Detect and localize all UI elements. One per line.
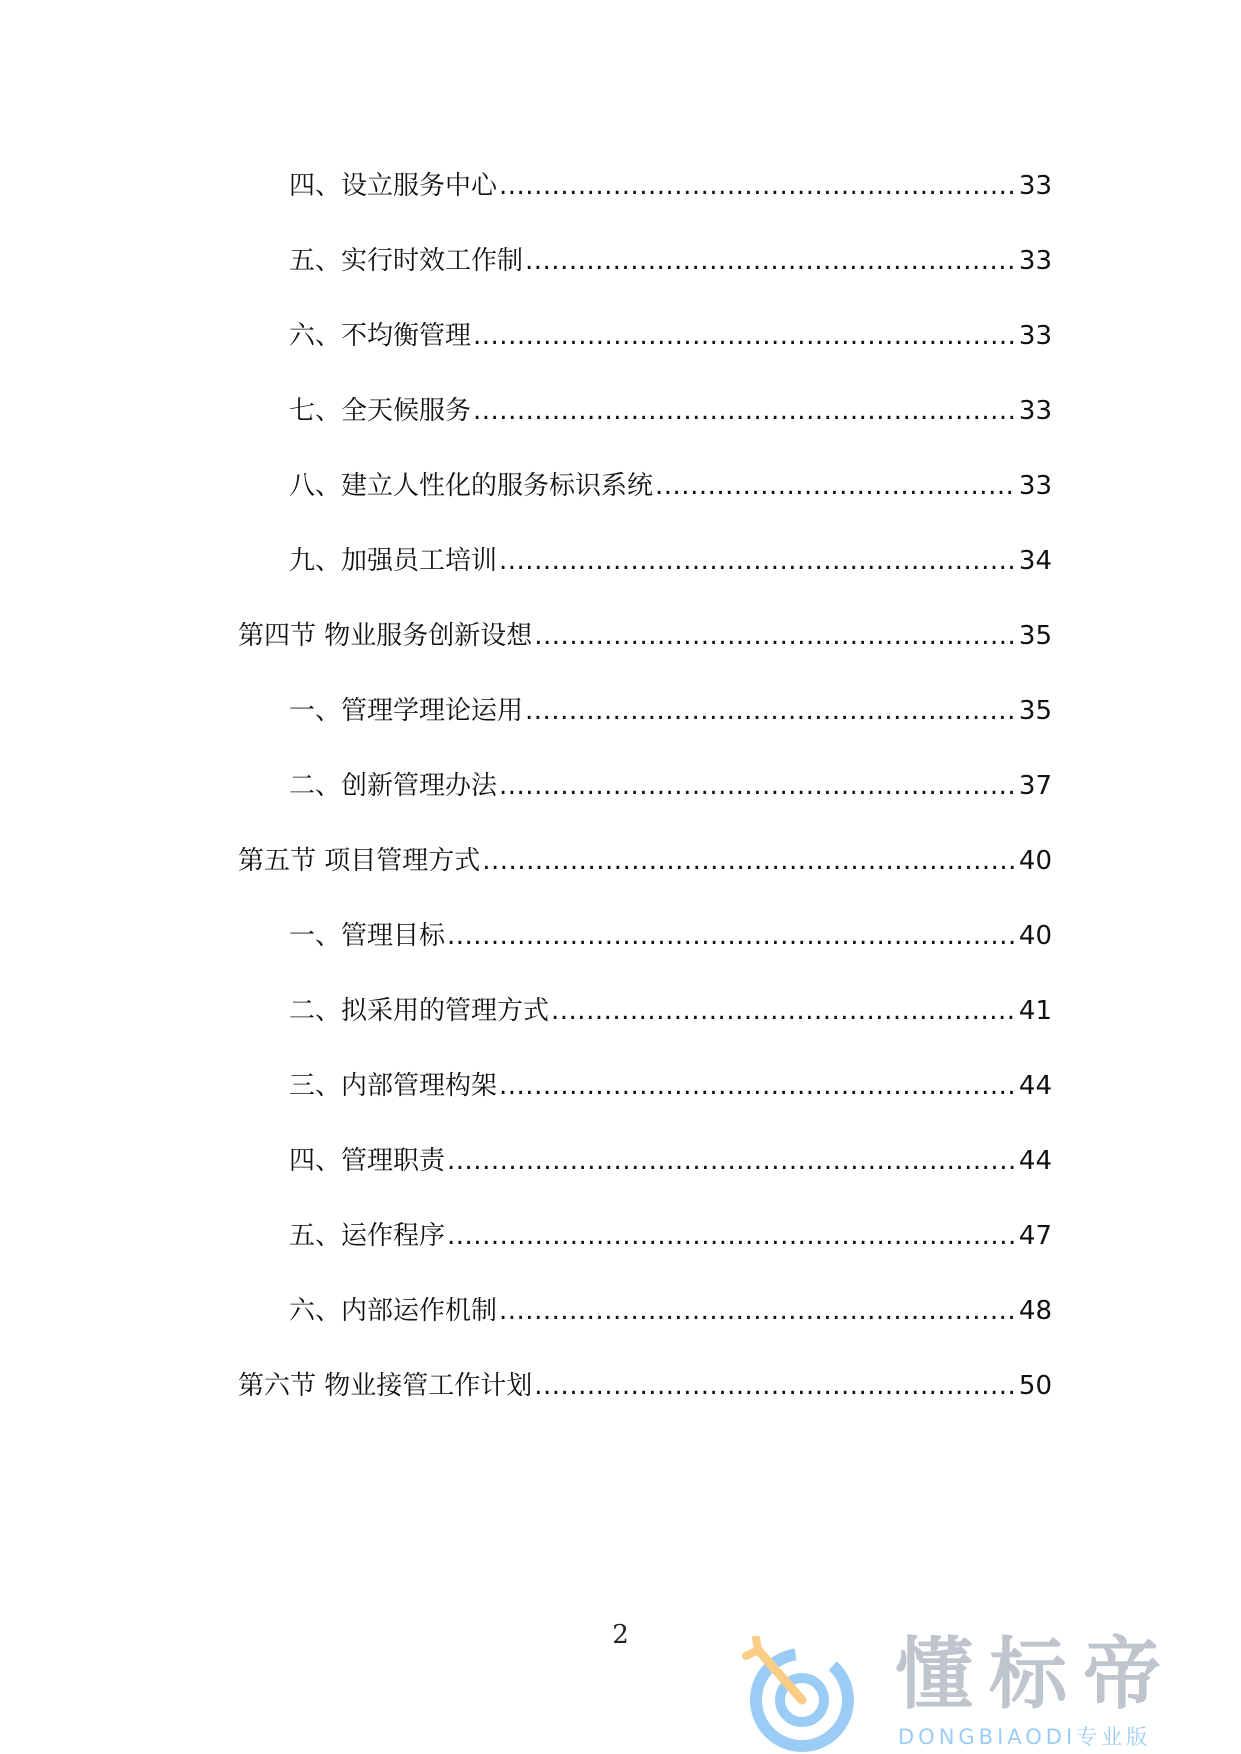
toc-entry-page: 47 xyxy=(1018,1221,1052,1251)
toc-entry[interactable] xyxy=(289,243,1052,279)
toc-entry-page: 33 xyxy=(1018,321,1052,351)
toc-entry-page: 50 xyxy=(1018,1371,1052,1401)
toc-dot-leader xyxy=(447,918,1017,954)
toc-entry-label: 四、管理职责 xyxy=(289,1146,446,1176)
toc-entry-label: 八、建立人性化的服务标识系统 xyxy=(289,471,654,501)
toc-dot-leader xyxy=(499,768,1017,804)
watermark xyxy=(740,1630,1240,1754)
toc-entry[interactable] xyxy=(289,918,1052,954)
toc-section-entry[interactable] xyxy=(238,843,1052,879)
toc-dot-leader xyxy=(482,843,1017,879)
toc-entry-page: 37 xyxy=(1018,771,1052,801)
toc-entry-label: 五、实行时效工作制 xyxy=(289,246,524,276)
toc-entry-page: 33 xyxy=(1018,246,1052,276)
toc-section-entry[interactable] xyxy=(238,1368,1052,1404)
toc-entry-page: 33 xyxy=(1018,171,1052,201)
target-arrow-logo-icon xyxy=(740,1636,870,1752)
page-number: 2 xyxy=(612,1620,629,1650)
toc-entry[interactable] xyxy=(289,1068,1052,1104)
toc-entry-label: 四、设立服务中心 xyxy=(289,171,498,201)
toc-entry-label: 二、拟采用的管理方式 xyxy=(289,996,550,1026)
toc-entry[interactable] xyxy=(289,543,1052,579)
toc-dot-leader xyxy=(655,468,1017,504)
toc-entry-page: 33 xyxy=(1018,471,1052,501)
toc-dot-leader xyxy=(499,543,1017,579)
toc-entry-label: 七、全天候服务 xyxy=(289,396,472,426)
toc-section-entry[interactable] xyxy=(238,618,1052,654)
toc-entry-label: 第四节 物业服务创新设想 xyxy=(238,621,533,651)
toc-entry-page: 33 xyxy=(1018,396,1052,426)
toc-entry-page: 40 xyxy=(1018,846,1052,876)
toc-entry-page: 35 xyxy=(1018,621,1052,651)
toc-dot-leader xyxy=(473,393,1017,429)
toc-entry[interactable] xyxy=(289,768,1052,804)
toc-entry-label: 第六节 物业接管工作计划 xyxy=(238,1371,533,1401)
toc-entry[interactable] xyxy=(289,1218,1052,1254)
toc-entry[interactable] xyxy=(289,168,1052,204)
toc-entry-label: 一、管理学理论运用 xyxy=(289,696,524,726)
toc-dot-leader xyxy=(499,1068,1017,1104)
toc-dot-leader xyxy=(534,618,1017,654)
toc-entry-label: 一、管理目标 xyxy=(289,921,446,951)
toc-entry-page: 44 xyxy=(1018,1146,1052,1176)
toc-entry-page: 34 xyxy=(1018,546,1052,576)
toc-entry-label: 二、创新管理办法 xyxy=(289,771,498,801)
toc-entry[interactable] xyxy=(289,1293,1052,1329)
toc-dot-leader xyxy=(534,1368,1017,1404)
toc-dot-leader xyxy=(525,693,1017,729)
toc-entry[interactable] xyxy=(289,318,1052,354)
toc-entry[interactable] xyxy=(289,693,1052,729)
toc-entry-label: 三、内部管理构架 xyxy=(289,1071,498,1101)
toc-entry[interactable] xyxy=(289,1143,1052,1179)
toc-entry-label: 第五节 项目管理方式 xyxy=(238,846,481,876)
toc-entry-page: 44 xyxy=(1018,1071,1052,1101)
toc-entry-page: 48 xyxy=(1018,1296,1052,1326)
toc-entry[interactable] xyxy=(289,468,1052,504)
toc-entry-label: 六、内部运作机制 xyxy=(289,1296,498,1326)
toc-dot-leader xyxy=(551,993,1017,1029)
watermark-subtitle: DONGBIAODI专业版 xyxy=(898,1725,1152,1749)
toc-entry-page: 35 xyxy=(1018,696,1052,726)
toc-dot-leader xyxy=(499,168,1017,204)
toc-entry-label: 九、加强员工培训 xyxy=(289,546,498,576)
toc-entry-page: 40 xyxy=(1018,921,1052,951)
toc-entry-label: 六、不均衡管理 xyxy=(289,321,472,351)
toc-dot-leader xyxy=(499,1293,1017,1329)
toc-entry-page: 41 xyxy=(1018,996,1052,1026)
toc-entry[interactable] xyxy=(289,393,1052,429)
watermark-title: 懂标帝 xyxy=(895,1630,1178,1720)
toc-dot-leader xyxy=(447,1143,1017,1179)
toc-dot-leader xyxy=(525,243,1017,279)
toc-dot-leader xyxy=(447,1218,1017,1254)
toc-entry-label: 五、运作程序 xyxy=(289,1221,446,1251)
toc-entry[interactable] xyxy=(289,993,1052,1029)
toc-dot-leader xyxy=(473,318,1017,354)
